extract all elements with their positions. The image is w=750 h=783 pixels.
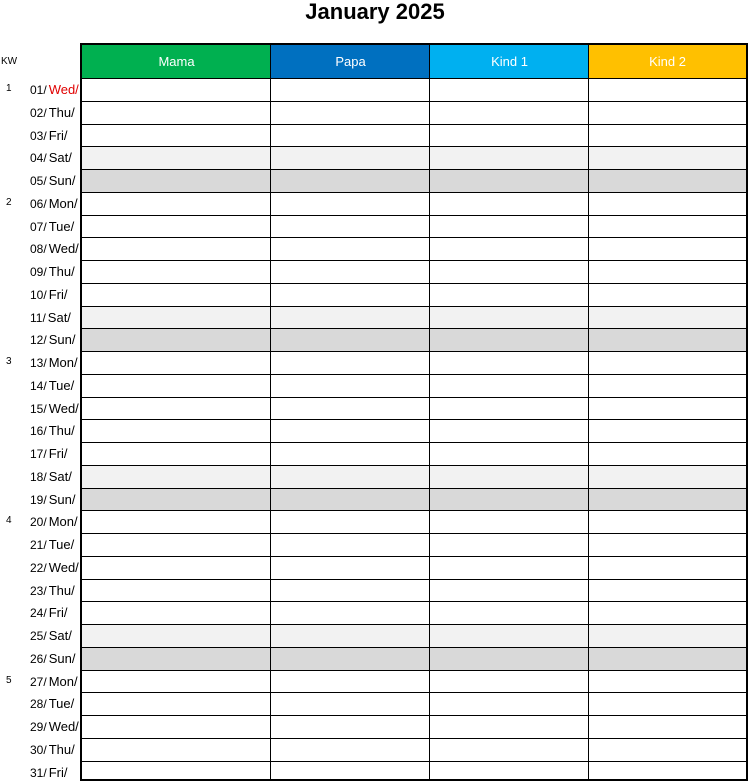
- entry-cell-mama[interactable]: [82, 284, 270, 306]
- entry-cell-kind-1[interactable]: [430, 693, 588, 715]
- entry-cell-mama[interactable]: [82, 648, 270, 670]
- entry-cell-kind-2[interactable]: [589, 648, 746, 670]
- date-text: [30, 82, 79, 97]
- entry-cell-kind-2[interactable]: [589, 284, 746, 306]
- entry-cell-kind-1[interactable]: [430, 375, 588, 397]
- weekday-name: Thu/: [48, 423, 75, 439]
- day-number: 26/: [30, 651, 47, 666]
- column-header-papa: Papa: [271, 45, 430, 78]
- entry-cell-kind-2[interactable]: [589, 489, 746, 511]
- date-text: [30, 219, 74, 234]
- entry-cell-papa[interactable]: [271, 557, 429, 579]
- day-number: 27/: [30, 674, 47, 689]
- column-header-kind-1: Kind 1: [430, 45, 589, 78]
- day-row: [82, 146, 746, 169]
- weekday-name: Wed/: [48, 82, 79, 97]
- weekday-name: Fri/: [48, 764, 68, 780]
- entry-cell-mama[interactable]: [82, 716, 270, 738]
- day-row: [82, 237, 746, 260]
- entry-cell-kind-1[interactable]: [430, 398, 588, 420]
- entry-cell-kind-1[interactable]: [430, 762, 588, 783]
- entry-cell-kind-1[interactable]: [430, 238, 588, 260]
- day-row: [82, 647, 746, 670]
- weekday-name: Wed/: [48, 559, 79, 575]
- entry-cell-papa[interactable]: [271, 102, 429, 124]
- date-text: [30, 264, 75, 279]
- weekday-name: Tue/: [48, 218, 75, 234]
- entry-cell-kind-1[interactable]: [430, 125, 588, 147]
- day-row: [82, 692, 746, 715]
- entry-cell-kind-2[interactable]: [589, 307, 746, 329]
- entry-cell-papa[interactable]: [271, 693, 429, 715]
- weekday-name: Tue/: [48, 537, 75, 552]
- entry-cell-mama[interactable]: [82, 238, 270, 260]
- date-text: [30, 310, 71, 325]
- column-divider: [270, 45, 271, 779]
- date-text: [30, 355, 78, 370]
- entry-cell-kind-1[interactable]: [430, 352, 588, 374]
- date-text: [30, 287, 67, 302]
- day-row: [82, 351, 746, 374]
- day-number: 04/: [30, 151, 47, 166]
- date-text: [30, 173, 75, 188]
- entry-cell-mama[interactable]: [82, 398, 270, 420]
- weekday-name: Thu/: [48, 104, 75, 120]
- weekday-name: Fri/: [48, 446, 68, 461]
- day-row: [82, 260, 746, 283]
- weekday-name: Wed/: [48, 241, 79, 257]
- day-row: [82, 761, 746, 783]
- date-text: [30, 492, 75, 507]
- entry-cell-kind-2[interactable]: [589, 693, 746, 715]
- entry-cell-mama[interactable]: [82, 307, 270, 329]
- entry-cell-kind-2[interactable]: [589, 443, 746, 465]
- entry-cell-mama[interactable]: [82, 102, 270, 124]
- entry-cell-mama[interactable]: [82, 261, 270, 283]
- date-text: [30, 719, 79, 734]
- day-row: [82, 488, 746, 511]
- entry-cell-papa[interactable]: [271, 466, 429, 488]
- entry-cell-papa[interactable]: [271, 79, 429, 101]
- entry-cell-papa[interactable]: [271, 511, 429, 533]
- entry-cell-kind-2[interactable]: [589, 466, 746, 488]
- day-row: [82, 101, 746, 124]
- date-text: [30, 105, 75, 120]
- date-text: [30, 651, 75, 666]
- entry-cell-kind-1[interactable]: [430, 307, 588, 329]
- entry-cell-papa[interactable]: [271, 648, 429, 670]
- date-text: [30, 196, 78, 211]
- weekday-name: Thu/: [48, 582, 75, 598]
- entry-cell-kind-2[interactable]: [589, 534, 746, 556]
- entry-cell-mama[interactable]: [82, 534, 270, 556]
- entry-cell-mama[interactable]: [82, 170, 270, 192]
- date-text: [30, 742, 75, 757]
- day-row: [82, 601, 746, 624]
- entry-cell-kind-1[interactable]: [430, 147, 588, 169]
- entry-cell-kind-1[interactable]: [430, 329, 588, 351]
- entry-cell-kind-2[interactable]: [589, 671, 746, 693]
- date-text: [30, 765, 67, 780]
- day-number: 30/: [30, 742, 47, 757]
- entry-cell-papa[interactable]: [271, 625, 429, 647]
- day-row: [82, 124, 746, 147]
- date-text: [30, 674, 78, 689]
- day-number: 29/: [30, 720, 47, 734]
- day-number: 06/: [30, 196, 47, 211]
- entry-cell-mama[interactable]: [82, 671, 270, 693]
- entry-cell-mama[interactable]: [82, 739, 270, 761]
- date-text: [30, 514, 78, 529]
- date-text: [30, 241, 79, 256]
- day-number: 25/: [30, 629, 47, 643]
- weekday-name: Wed/: [48, 400, 79, 416]
- date-text: [30, 537, 74, 552]
- entry-cell-papa[interactable]: [271, 716, 429, 738]
- entry-cell-papa[interactable]: [271, 170, 429, 192]
- entry-cell-kind-1[interactable]: [430, 443, 588, 465]
- day-row: [82, 442, 746, 465]
- entry-cell-mama[interactable]: [82, 466, 270, 488]
- entry-cell-mama[interactable]: [82, 79, 270, 101]
- date-text: [30, 628, 72, 643]
- day-row: [82, 397, 746, 420]
- entry-cell-mama[interactable]: [82, 216, 270, 238]
- weekday-name: Mon/: [48, 355, 78, 370]
- entry-cell-kind-2[interactable]: [589, 580, 746, 602]
- entry-cell-kind-1[interactable]: [430, 216, 588, 238]
- entry-cell-papa[interactable]: [271, 307, 429, 329]
- entry-cell-mama[interactable]: [82, 557, 270, 579]
- week-number: 4: [6, 515, 12, 527]
- day-number: 03/: [30, 128, 47, 143]
- day-row: [82, 465, 746, 488]
- day-row: [82, 738, 746, 761]
- entry-cell-mama[interactable]: [82, 329, 270, 351]
- entry-cell-kind-2[interactable]: [589, 625, 746, 647]
- date-text: [30, 583, 75, 598]
- entry-cell-kind-2[interactable]: [589, 102, 746, 124]
- day-number: 24/: [30, 606, 47, 621]
- day-number: 10/: [30, 287, 47, 302]
- date-text: [30, 128, 67, 143]
- date-text: [30, 560, 79, 575]
- day-number: 07/: [30, 219, 47, 234]
- entry-cell-kind-1[interactable]: [430, 534, 588, 556]
- weekday-name: Sat/: [47, 309, 71, 325]
- date-text: [30, 469, 72, 484]
- weekday-name: Sun/: [48, 491, 76, 507]
- entry-cell-papa[interactable]: [271, 671, 429, 693]
- entry-cell-mama[interactable]: [82, 625, 270, 647]
- entry-cell-papa[interactable]: [271, 534, 429, 556]
- entry-cell-papa[interactable]: [271, 398, 429, 420]
- date-text: [30, 423, 75, 438]
- entry-cell-kind-1[interactable]: [430, 557, 588, 579]
- entry-cell-kind-2[interactable]: [589, 147, 746, 169]
- entry-cell-kind-2[interactable]: [589, 420, 746, 442]
- column-divider: [588, 45, 589, 779]
- entry-cell-kind-2[interactable]: [589, 329, 746, 351]
- entry-cell-kind-1[interactable]: [430, 193, 588, 215]
- entry-cell-papa[interactable]: [271, 329, 429, 351]
- entry-cell-mama[interactable]: [82, 693, 270, 715]
- day-row: [82, 624, 746, 647]
- column-header-kind-2: Kind 2: [589, 45, 746, 78]
- weekday-name: Fri/: [48, 127, 68, 143]
- day-number: 01/: [30, 83, 47, 97]
- calendar-grid: [80, 43, 748, 781]
- entry-cell-kind-2[interactable]: [589, 238, 746, 260]
- page-title: January 2025: [305, 0, 445, 24]
- day-row: [82, 579, 746, 602]
- calendar-week-label: KW: [1, 56, 18, 67]
- weekday-name: Mon/: [48, 195, 78, 211]
- entry-cell-papa[interactable]: [271, 375, 429, 397]
- entry-cell-kind-1[interactable]: [430, 625, 588, 647]
- date-text: [30, 332, 75, 347]
- entry-cell-kind-2[interactable]: [589, 261, 746, 283]
- week-number: 2: [6, 196, 12, 208]
- day-row: [82, 510, 746, 533]
- entry-cell-mama[interactable]: [82, 511, 270, 533]
- entry-cell-kind-1[interactable]: [430, 739, 588, 761]
- day-number: 17/: [30, 447, 47, 461]
- entry-cell-papa[interactable]: [271, 580, 429, 602]
- day-number: 28/: [30, 697, 47, 712]
- day-number: 02/: [30, 105, 47, 120]
- day-row: [82, 306, 746, 329]
- date-text: [30, 605, 67, 620]
- entry-cell-papa[interactable]: [271, 147, 429, 169]
- week-number: 5: [6, 674, 12, 686]
- entry-cell-kind-2[interactable]: [589, 716, 746, 738]
- week-number: 3: [6, 356, 12, 367]
- entry-cell-papa[interactable]: [271, 443, 429, 465]
- entry-cell-kind-1[interactable]: [430, 79, 588, 101]
- entry-cell-papa[interactable]: [271, 489, 429, 511]
- entry-cell-kind-2[interactable]: [589, 511, 746, 533]
- day-number: 13/: [30, 356, 47, 370]
- date-text: [30, 696, 74, 711]
- entry-cell-kind-2[interactable]: [589, 602, 746, 624]
- entry-cell-mama[interactable]: [82, 602, 270, 624]
- entry-cell-kind-2[interactable]: [589, 557, 746, 579]
- entry-cell-kind-2[interactable]: [589, 375, 746, 397]
- entry-cell-kind-1[interactable]: [430, 170, 588, 192]
- entry-cell-kind-1[interactable]: [430, 580, 588, 602]
- day-row: [82, 78, 746, 101]
- day-number: 12/: [30, 333, 47, 348]
- day-number: 20/: [30, 515, 47, 530]
- entry-cell-kind-2[interactable]: [589, 762, 746, 783]
- entry-cell-mama[interactable]: [82, 420, 270, 442]
- weekday-name: Sat/: [48, 628, 72, 643]
- day-row: [82, 556, 746, 579]
- week-number: 1: [6, 83, 12, 94]
- day-row: [82, 670, 746, 693]
- weekday-name: Mon/: [48, 514, 78, 530]
- entry-cell-papa[interactable]: [271, 739, 429, 761]
- entry-cell-mama[interactable]: [82, 443, 270, 465]
- entry-cell-kind-1[interactable]: [430, 648, 588, 670]
- weekday-name: Thu/: [48, 741, 75, 757]
- entry-cell-papa[interactable]: [271, 193, 429, 215]
- entry-cell-kind-1[interactable]: [430, 716, 588, 738]
- entry-cell-mama[interactable]: [82, 147, 270, 169]
- day-row: [82, 374, 746, 397]
- entry-cell-kind-1[interactable]: [430, 511, 588, 533]
- entry-cell-kind-2[interactable]: [589, 125, 746, 147]
- day-number: 16/: [30, 424, 47, 439]
- entry-cell-papa[interactable]: [271, 238, 429, 260]
- weekday-name: Tue/: [48, 696, 75, 712]
- weekday-name: Thu/: [48, 264, 75, 279]
- day-number: 22/: [30, 560, 47, 575]
- entry-cell-mama[interactable]: [82, 580, 270, 602]
- day-number: 09/: [30, 265, 47, 279]
- day-row: [82, 169, 746, 192]
- weekday-name: Fri/: [48, 286, 68, 302]
- entry-cell-kind-1[interactable]: [430, 102, 588, 124]
- day-number: 08/: [30, 242, 47, 257]
- entry-cell-kind-2[interactable]: [589, 398, 746, 420]
- date-text: [30, 378, 74, 393]
- column-header-mama: Mama: [82, 45, 271, 78]
- weekday-name: Sun/: [48, 650, 76, 666]
- entry-cell-mama[interactable]: [82, 193, 270, 215]
- entry-cell-papa[interactable]: [271, 261, 429, 283]
- column-divider: [429, 45, 430, 779]
- entry-cell-kind-2[interactable]: [589, 79, 746, 101]
- entry-cell-kind-2[interactable]: [589, 352, 746, 374]
- entry-cell-papa[interactable]: [271, 216, 429, 238]
- day-number: 31/: [30, 765, 47, 780]
- day-number: 14/: [30, 378, 47, 393]
- entry-cell-kind-1[interactable]: [430, 671, 588, 693]
- entry-cell-kind-2[interactable]: [589, 216, 746, 238]
- date-text: [30, 150, 72, 165]
- date-text: [30, 401, 79, 416]
- entry-cell-mama[interactable]: [82, 762, 270, 783]
- day-number: 19/: [30, 492, 47, 507]
- entry-cell-papa[interactable]: [271, 762, 429, 783]
- day-number: 21/: [30, 538, 47, 552]
- weekday-name: Sat/: [48, 150, 72, 166]
- day-row: [82, 533, 746, 556]
- entry-cell-papa[interactable]: [271, 125, 429, 147]
- day-number: 18/: [30, 469, 47, 484]
- entry-cell-kind-2[interactable]: [589, 739, 746, 761]
- entry-cell-kind-1[interactable]: [430, 602, 588, 624]
- weekday-name: Fri/: [48, 605, 68, 621]
- entry-cell-mama[interactable]: [82, 375, 270, 397]
- day-row: [82, 283, 746, 306]
- day-number: 15/: [30, 401, 47, 416]
- entry-cell-kind-1[interactable]: [430, 466, 588, 488]
- day-row: [82, 192, 746, 215]
- day-row: [82, 419, 746, 442]
- entry-cell-mama[interactable]: [82, 489, 270, 511]
- day-row: [82, 215, 746, 238]
- day-number: 23/: [30, 583, 47, 598]
- entry-cell-kind-1[interactable]: [430, 261, 588, 283]
- weekday-name: Sun/: [48, 332, 76, 348]
- entry-cell-kind-2[interactable]: [589, 193, 746, 215]
- entry-cell-papa[interactable]: [271, 284, 429, 306]
- weekday-name: Mon/: [48, 673, 78, 689]
- entry-cell-papa[interactable]: [271, 420, 429, 442]
- entry-cell-kind-1[interactable]: [430, 420, 588, 442]
- day-number: 11/: [30, 310, 46, 325]
- weekday-name: Tue/: [48, 377, 75, 393]
- entry-cell-kind-1[interactable]: [430, 284, 588, 306]
- entry-cell-papa[interactable]: [271, 602, 429, 624]
- entry-cell-papa[interactable]: [271, 352, 429, 374]
- weekday-name: Sun/: [48, 173, 76, 188]
- weekday-name: Wed/: [48, 719, 79, 734]
- day-row: [82, 328, 746, 351]
- date-text: [30, 446, 67, 461]
- weekday-name: Sat/: [48, 468, 72, 484]
- entry-cell-kind-1[interactable]: [430, 489, 588, 511]
- entry-cell-kind-2[interactable]: [589, 170, 746, 192]
- entry-cell-mama[interactable]: [82, 125, 270, 147]
- day-number: 05/: [30, 174, 47, 188]
- day-row: [82, 715, 746, 738]
- entry-cell-mama[interactable]: [82, 352, 270, 374]
